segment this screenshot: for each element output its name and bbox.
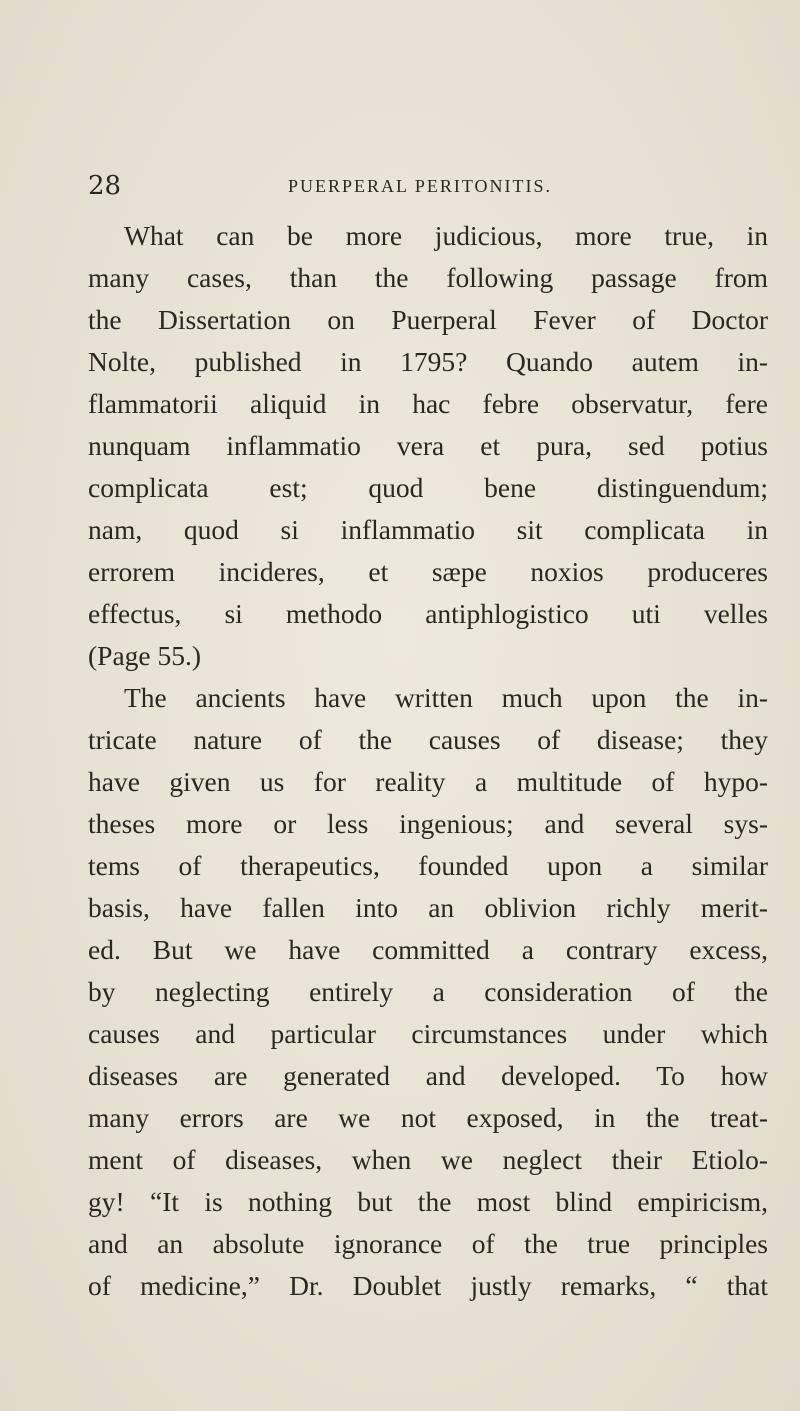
text-line: effectus, si methodo antiphlogistico uti velles [88, 598, 768, 629]
text-line: many errors are we not exposed, in the treat- [88, 1102, 768, 1133]
text-line: diseases are generated and developed. To how [88, 1060, 768, 1091]
text-line: complicata est; quod bene distinguendum; [88, 472, 768, 503]
text-line: ed. But we have committed a contrary excess, [88, 934, 768, 965]
running-title: PUERPERAL PERITONITIS. [288, 176, 553, 196]
text-line: flammatorii aliquid in hac febre observatur, fere [88, 388, 768, 419]
text-line: nam, quod si inflammatio sit complicata in [88, 514, 768, 545]
text-line: tems of therapeutics, founded upon a similar [88, 850, 768, 881]
paragraph-1 [88, 215, 768, 677]
text-line: the Dissertation on Puerperal Fever of Doctor [88, 304, 768, 335]
text-line: have given us for reality a multitude of hypo- [88, 766, 768, 797]
text-line: The ancients have written much upon the in- [124, 682, 768, 713]
body-text [88, 215, 768, 1307]
text-line: ment of diseases, when we neglect their Etiolo- [88, 1144, 768, 1175]
text-line: many cases, than the following passage from [88, 262, 768, 293]
text-line: gy! “It is nothing but the most blind empiricism, [88, 1186, 768, 1217]
text-line: causes and particular circumstances under which [88, 1018, 768, 1049]
text-line: (Page 55.) [88, 640, 202, 671]
page-number: 28 [88, 171, 122, 201]
page-header [88, 166, 768, 206]
text-line: and an absolute ignorance of the true principles [88, 1228, 768, 1259]
text-line: tricate nature of the causes of disease; they [88, 724, 768, 755]
text-line: by neglecting entirely a consideration of the [88, 976, 768, 1007]
text-line: errorem incideres, et sæpe noxios produceres [88, 556, 768, 587]
text-line: What can be more judicious, more true, in [124, 220, 768, 251]
text-line: Nolte, published in 1795? Quando autem in- [88, 346, 768, 377]
text-line: basis, have fallen into an oblivion richly merit- [88, 892, 768, 923]
text-line: nunquam inflammatio vera et pura, sed potius [88, 430, 768, 461]
text-line: theses more or less ingenious; and several sys- [88, 808, 768, 839]
paragraph-2 [88, 677, 768, 1307]
text-line: of medicine,” Dr. Doublet justly remarks, “ that [88, 1270, 768, 1301]
